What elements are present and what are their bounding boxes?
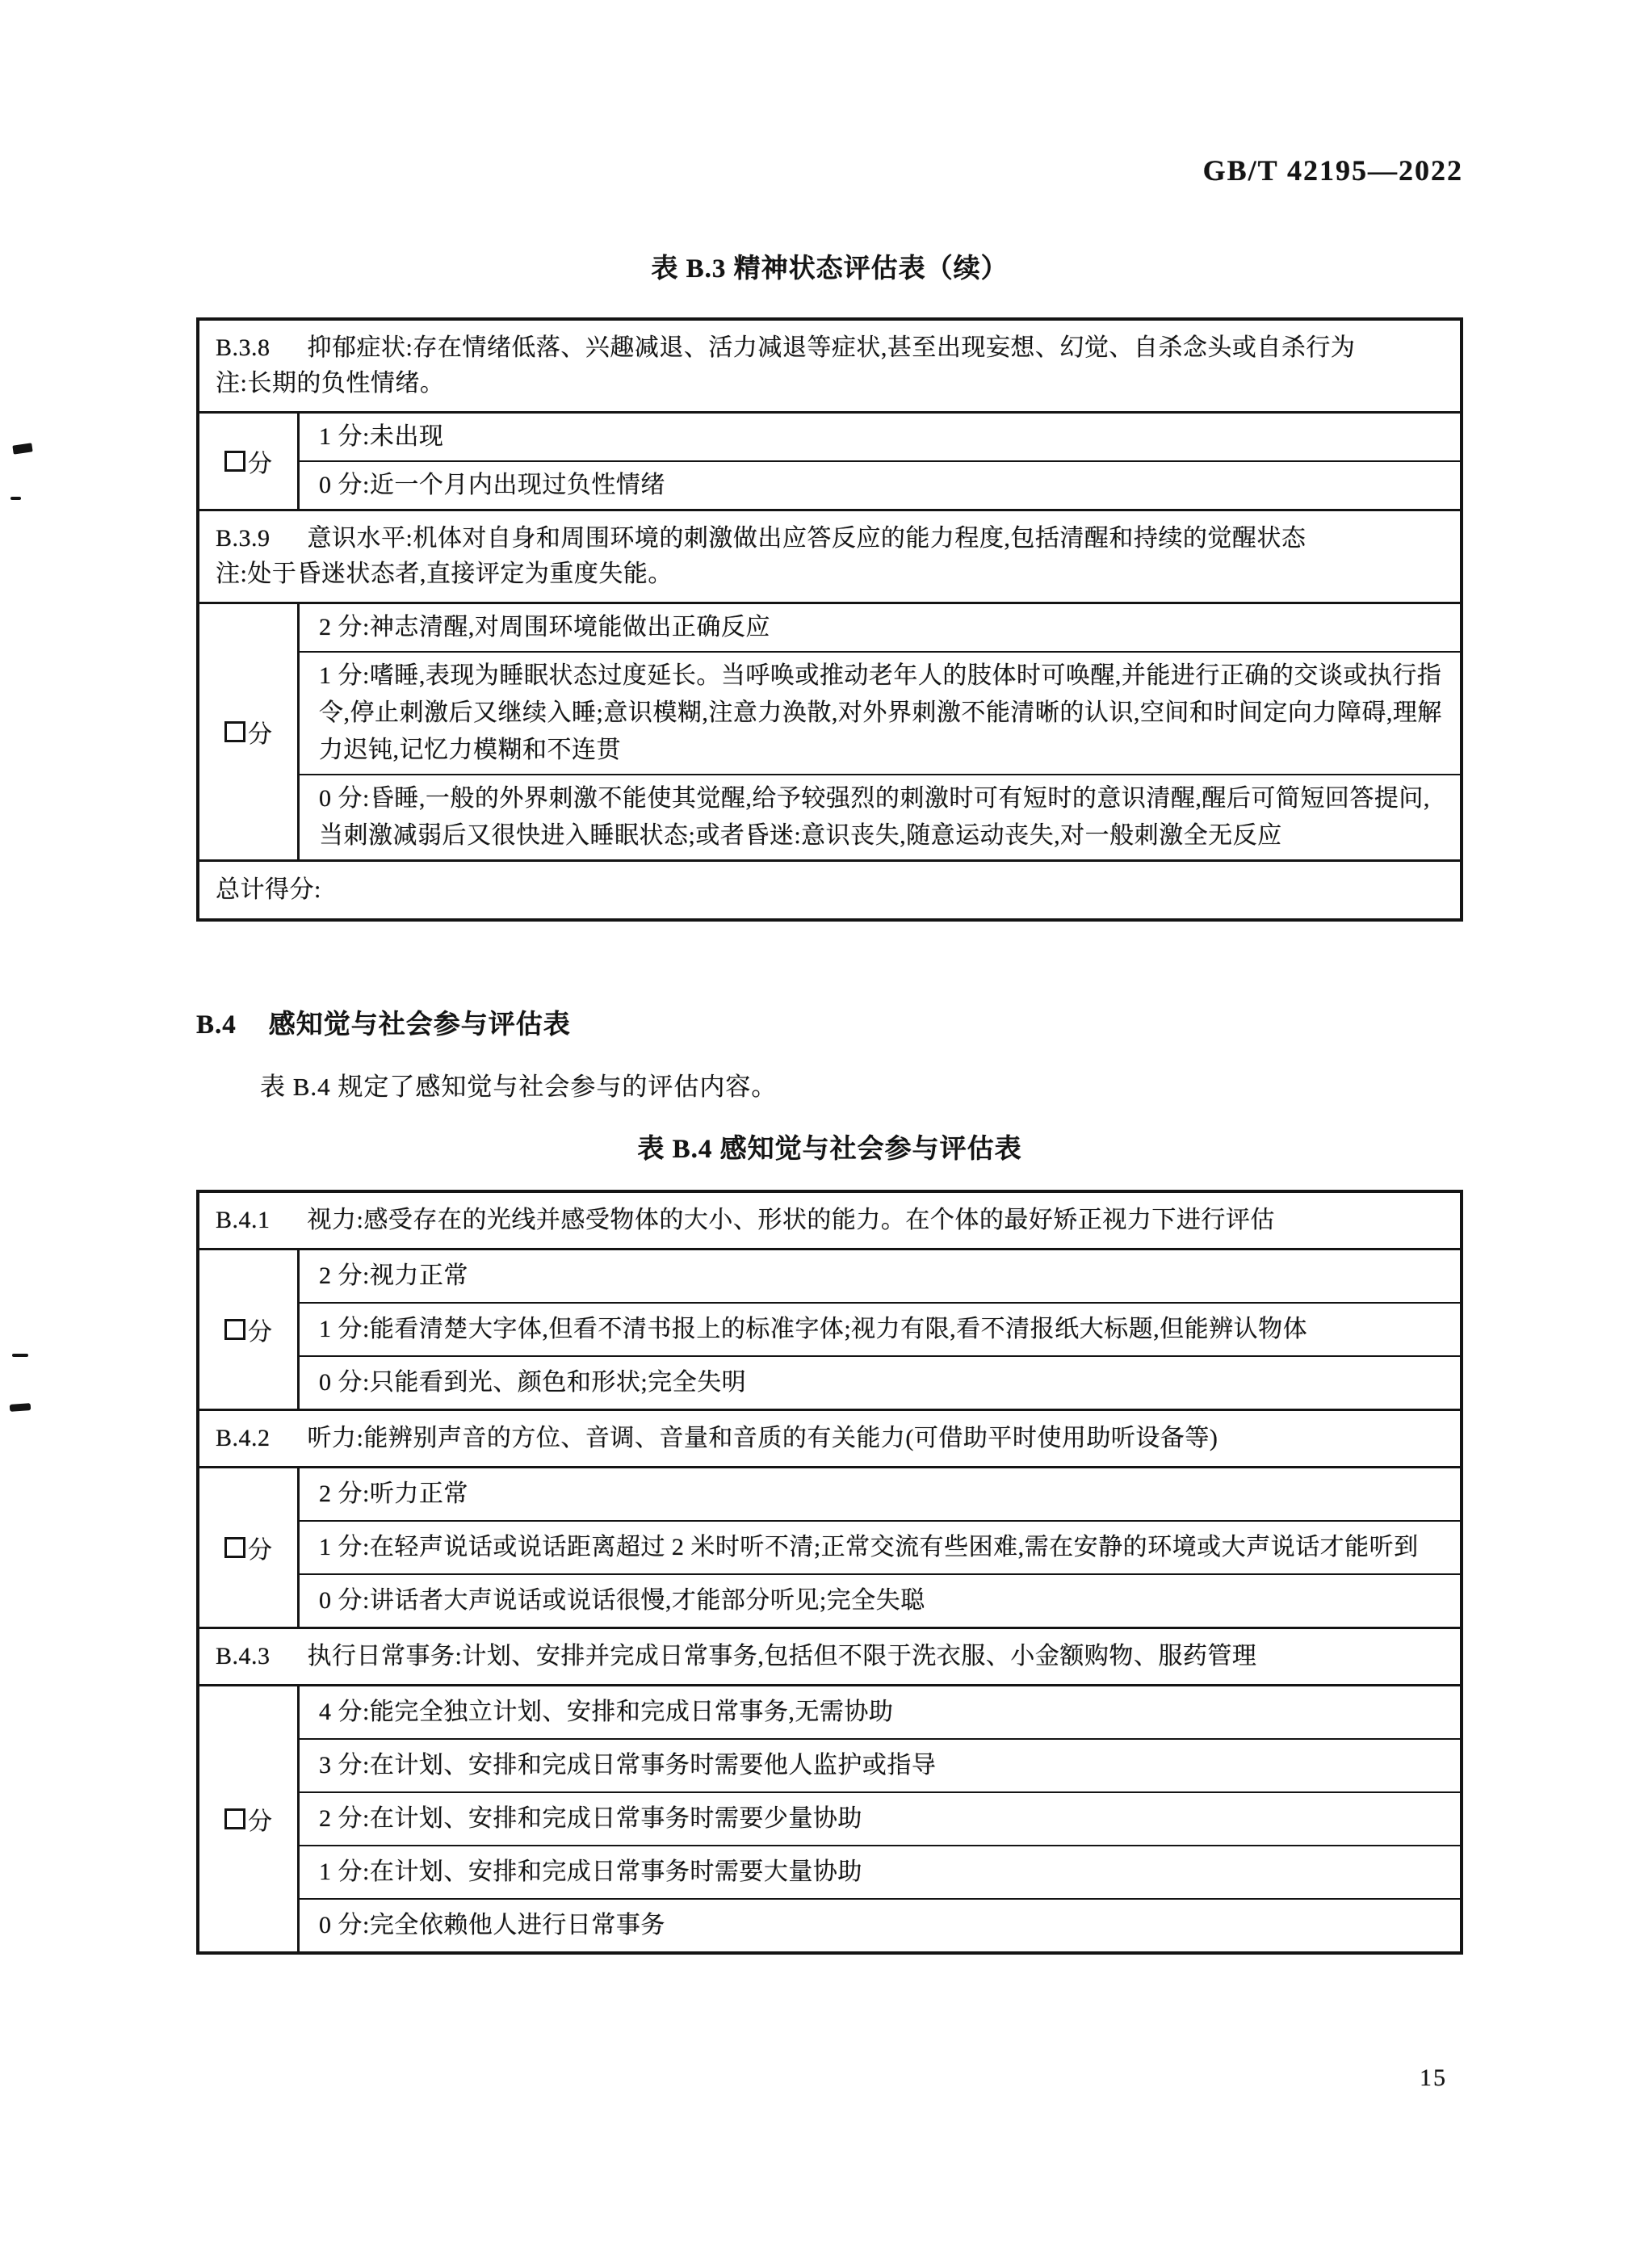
score-cell	[199, 414, 300, 509]
score-label: 分	[248, 1808, 272, 1835]
score-checkbox	[224, 1808, 245, 1829]
criterion-id: B.4.1	[216, 1207, 271, 1233]
criterion-text: 抑郁症状:存在情绪低落、兴趣减退、活力减退等症状,甚至出现妄想、幻觉、自杀念头或自杀行为	[307, 334, 1356, 361]
section-id: B.4	[196, 1010, 237, 1040]
scan-artifact	[10, 497, 21, 500]
score-label: 分	[248, 451, 272, 477]
score-checkbox	[224, 1537, 245, 1558]
table-row-b38-score	[199, 411, 1460, 509]
option-row: 2 分:视力正常	[319, 1262, 468, 1289]
criterion-line	[216, 521, 1445, 556]
criterion-id: B.4.2	[216, 1425, 271, 1451]
option-row: 1 分:未出现	[319, 423, 444, 450]
table-row-b42-score	[199, 1466, 1460, 1627]
criterion-text: 视力:感受存在的光线并感受物体的大小、形状的能力。在个体的最好矫正视力下进行评估	[307, 1207, 1275, 1233]
score-label: 分	[248, 1319, 272, 1346]
criterion-text: 意识水平:机体对自身和周围环境的刺激做出应答反应的能力程度,包括清醒和持续的觉醒状态	[307, 525, 1307, 552]
option-row: 0 分:昏睡,一般的外界刺激不能使其觉醒,给予较强烈的刺激时可有短时的意识清醒,醒后可简短回答提问,当刺激减弱后又很快进入睡眠状态;或者昏迷:意识丧失,随意运动丧失,对一般刺激全无反应	[300, 774, 1460, 859]
criterion-line	[216, 1203, 1445, 1238]
score-cell	[199, 1468, 300, 1627]
criterion-text: 听力:能辨别声音的方位、音调、音量和音质的有关能力(可借助平时使用助听设备等)	[307, 1425, 1218, 1451]
table-row-b43-score	[199, 1684, 1460, 1951]
table-row-b41-score	[199, 1248, 1460, 1409]
table-row-b41-criterion	[199, 1193, 1460, 1248]
option-row: 3 分:在计划、安排和完成日常事务时需要他人监护或指导	[300, 1738, 1460, 1791]
criterion-note: 注:长期的负性情绪。	[216, 370, 445, 397]
table-row-b43-criterion	[199, 1627, 1460, 1684]
option-row: 2 分:听力正常	[319, 1480, 468, 1507]
table-row-b39-criterion	[199, 509, 1460, 602]
option-row: 1 分:能看清楚大字体,但看不清书报上的标准字体;视力有限,看不清报纸大标题,但能辨认物体	[300, 1302, 1460, 1355]
criterion-id: B.3.8	[216, 334, 271, 361]
scan-artifact	[10, 1403, 31, 1412]
scan-artifact	[12, 1354, 28, 1357]
option-list	[300, 1468, 1460, 1627]
option-row: 0 分:近一个月内出现过负性情绪	[300, 460, 1460, 509]
criterion-line	[216, 1421, 1445, 1456]
table-b3-title: 表 B.3 精神状态评估表（续）	[651, 254, 1009, 284]
score-cell	[199, 604, 300, 859]
option-row: 1 分:嗜睡,表现为睡眠状态过度延长。当呼唤或推动老年人的肢体时可唤醒,并能进行正确的交谈或执行指令,停止刺激后又继续入睡;意识模糊,注意力涣散,对外界刺激不能清晰的认识,空间和时间定向力障碍,理解力迟钝,记忆力模糊和不连贯	[300, 651, 1460, 774]
table-b4-title: 表 B.4 感知觉与社会参与评估表	[637, 1135, 1022, 1164]
option-row: 2 分:在计划、安排和完成日常事务时需要少量协助	[300, 1791, 1460, 1845]
section-b4-paragraph: 表 B.4 规定了感知觉与社会参与的评估内容。	[260, 1073, 778, 1101]
option-list	[300, 414, 1460, 509]
criterion-note: 注:处于昏迷状态者,直接评定为重度失能。	[216, 561, 673, 587]
option-row: 4 分:能完全独立计划、安排和完成日常事务,无需协助	[319, 1699, 894, 1725]
table-row-b38-criterion	[199, 321, 1460, 411]
criterion-line	[216, 1639, 1445, 1674]
option-list	[300, 604, 1460, 859]
score-cell	[199, 1686, 300, 1951]
section-b4-heading	[196, 1003, 571, 1041]
table-b4	[196, 1190, 1463, 1955]
option-row: 0 分:完全依赖他人进行日常事务	[300, 1898, 1460, 1951]
criterion-text: 执行日常事务:计划、安排并完成日常事务,包括但不限于洗衣服、小金额购物、服药管理	[307, 1643, 1257, 1670]
section-title: 感知觉与社会参与评估表	[268, 1010, 571, 1040]
page-number: 15	[1420, 2064, 1447, 2091]
score-checkbox	[224, 1319, 245, 1340]
standard-number-header: GB/T 42195—2022	[1202, 154, 1463, 187]
criterion-id: B.4.3	[216, 1643, 271, 1670]
score-checkbox	[224, 721, 245, 742]
scan-artifact	[12, 443, 32, 454]
score-label: 分	[248, 721, 272, 748]
criterion-id: B.3.9	[216, 525, 271, 552]
table-b3	[196, 317, 1463, 922]
option-row: 0 分:只能看到光、颜色和形状;完全失明	[300, 1355, 1460, 1409]
table-row-b39-score	[199, 602, 1460, 859]
option-list	[300, 1686, 1460, 1951]
table-row-b42-criterion	[199, 1409, 1460, 1466]
score-checkbox	[224, 451, 245, 472]
option-row: 1 分:在计划、安排和完成日常事务时需要大量协助	[300, 1845, 1460, 1898]
option-row: 1 分:在轻声说话或说话距离超过 2 米时听不清;正常交流有些困难,需在安静的环境或大声说话才能听到	[300, 1520, 1460, 1573]
criterion-line	[216, 330, 1445, 366]
score-cell	[199, 1250, 300, 1409]
score-label: 分	[248, 1537, 272, 1564]
option-row: 2 分:神志清醒,对周围环境能做出正确反应	[319, 614, 770, 640]
option-row: 0 分:讲话者大声说话或说话很慢,才能部分听见;完全失聪	[300, 1573, 1460, 1627]
total-score-row: 总计得分:	[199, 859, 1460, 918]
option-list	[300, 1250, 1460, 1409]
